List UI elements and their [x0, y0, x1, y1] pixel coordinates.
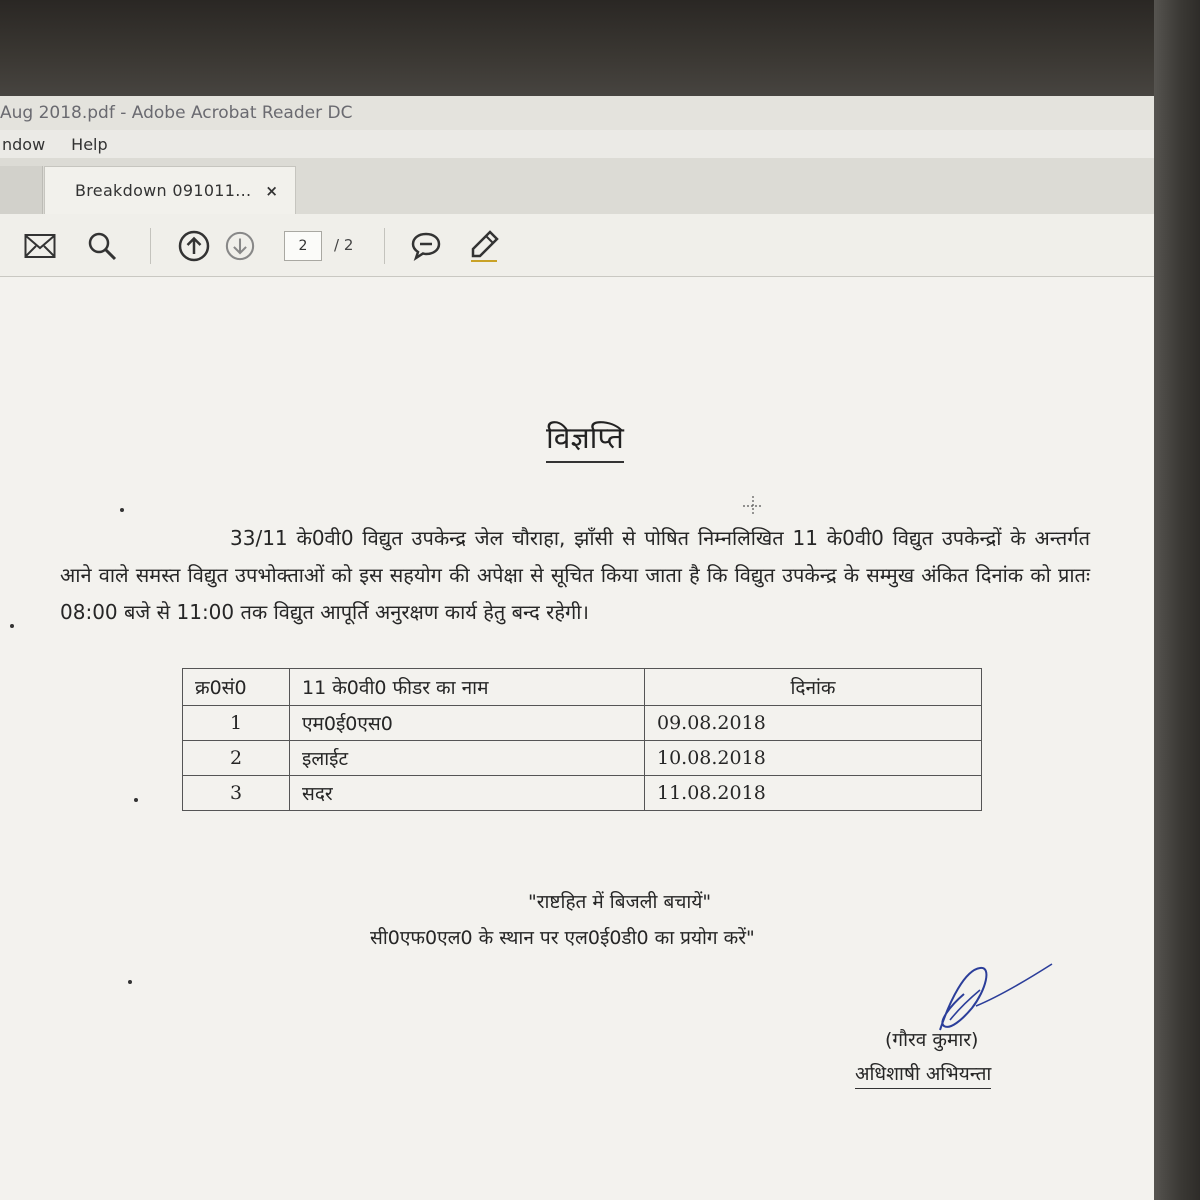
- toolbar-divider: [384, 228, 385, 264]
- signer-name: (गौरव कुमार): [885, 1029, 979, 1051]
- tab-close-icon[interactable]: ×: [265, 181, 279, 200]
- cell-serial: 3: [183, 776, 290, 811]
- pen-icon[interactable]: [468, 230, 500, 262]
- page-total: / 2: [334, 236, 354, 254]
- table-row: [183, 776, 982, 811]
- menu-item-help[interactable]: Help: [71, 134, 108, 154]
- header-feeder-name: 11 के0वी0 फीडर का नाम: [290, 669, 645, 706]
- toolbar: [0, 214, 1154, 277]
- table-row: [183, 706, 982, 741]
- cell-feeder-name: एम0ई0एस0: [290, 706, 645, 741]
- page-number-value: 2: [298, 238, 308, 254]
- table-row: [183, 741, 982, 776]
- window-title: Aug 2018.pdf - Adobe Acrobat Reader DC: [0, 103, 353, 123]
- cell-feeder-name: सदर: [290, 776, 645, 811]
- header-serial: क्र0सं0: [183, 669, 290, 706]
- page-up-icon[interactable]: [178, 230, 210, 262]
- specks: [120, 508, 124, 512]
- notice-paragraph: 33/11 के0वी0 विद्युत उपकेन्द्र जेल चौराहा, झाँसी से पोषित निम्नलिखित 11 के0वी0 विद्युत उपकेन्द्रों के अन्तर्गत आने वाले समस्त विद्युत उपभोक्ताओं को इस सहयोग की अपेक्षा से सूचित किया जाता है कि विद्युत उपकेन्द्र के सम्मुख अंकित दिनांक को प्रातः 08:00 बजे से 11:00 तक विद्युत आपूर्ति अनुरक्षण कार्य हेतु बन्द रहेगी।: [60, 526, 1090, 624]
- cell-date: 11.08.2018: [645, 776, 982, 811]
- document-heading: विज्ञप्ति: [546, 416, 624, 463]
- monitor-bezel-top: [0, 0, 1200, 96]
- cell-date: 09.08.2018: [645, 706, 982, 741]
- cell-serial: 2: [183, 741, 290, 776]
- table-header-row: [183, 669, 982, 706]
- slogan-line-1: "राष्टहित में बिजली बचायें": [528, 891, 712, 913]
- feeder-table: [182, 668, 982, 811]
- tab-document-label: Breakdown 091011...: [75, 181, 252, 200]
- specks: [10, 624, 14, 628]
- search-icon[interactable]: [86, 230, 118, 262]
- specks: [134, 798, 138, 802]
- header-date: दिनांक: [645, 669, 982, 706]
- cell-feeder-name: इलाईट: [290, 741, 645, 776]
- toolbar-divider: [150, 228, 151, 264]
- cell-date: 10.08.2018: [645, 741, 982, 776]
- tab-strip: [0, 158, 1154, 215]
- cell-serial: 1: [183, 706, 290, 741]
- comment-icon[interactable]: [410, 230, 442, 262]
- mail-icon[interactable]: [24, 230, 56, 262]
- tab-home[interactable]: [0, 166, 43, 214]
- menu-bar: [0, 130, 1154, 158]
- tab-document[interactable]: [44, 166, 296, 214]
- slogan-line-2: सी0एफ0एल0 के स्थान पर एल0ई0डी0 का प्रयोग करें": [370, 927, 755, 949]
- monitor-bezel-right: [1154, 0, 1200, 1200]
- page-number-input[interactable]: [284, 231, 322, 261]
- specks: [128, 980, 132, 984]
- menu-item-window[interactable]: ndow: [2, 134, 46, 154]
- crosshair-cursor-icon: [742, 495, 764, 521]
- page-down-icon[interactable]: [224, 230, 256, 262]
- window-titlebar: [0, 96, 1154, 130]
- signer-designation: अधिशाषी अभियन्ता: [855, 1060, 991, 1089]
